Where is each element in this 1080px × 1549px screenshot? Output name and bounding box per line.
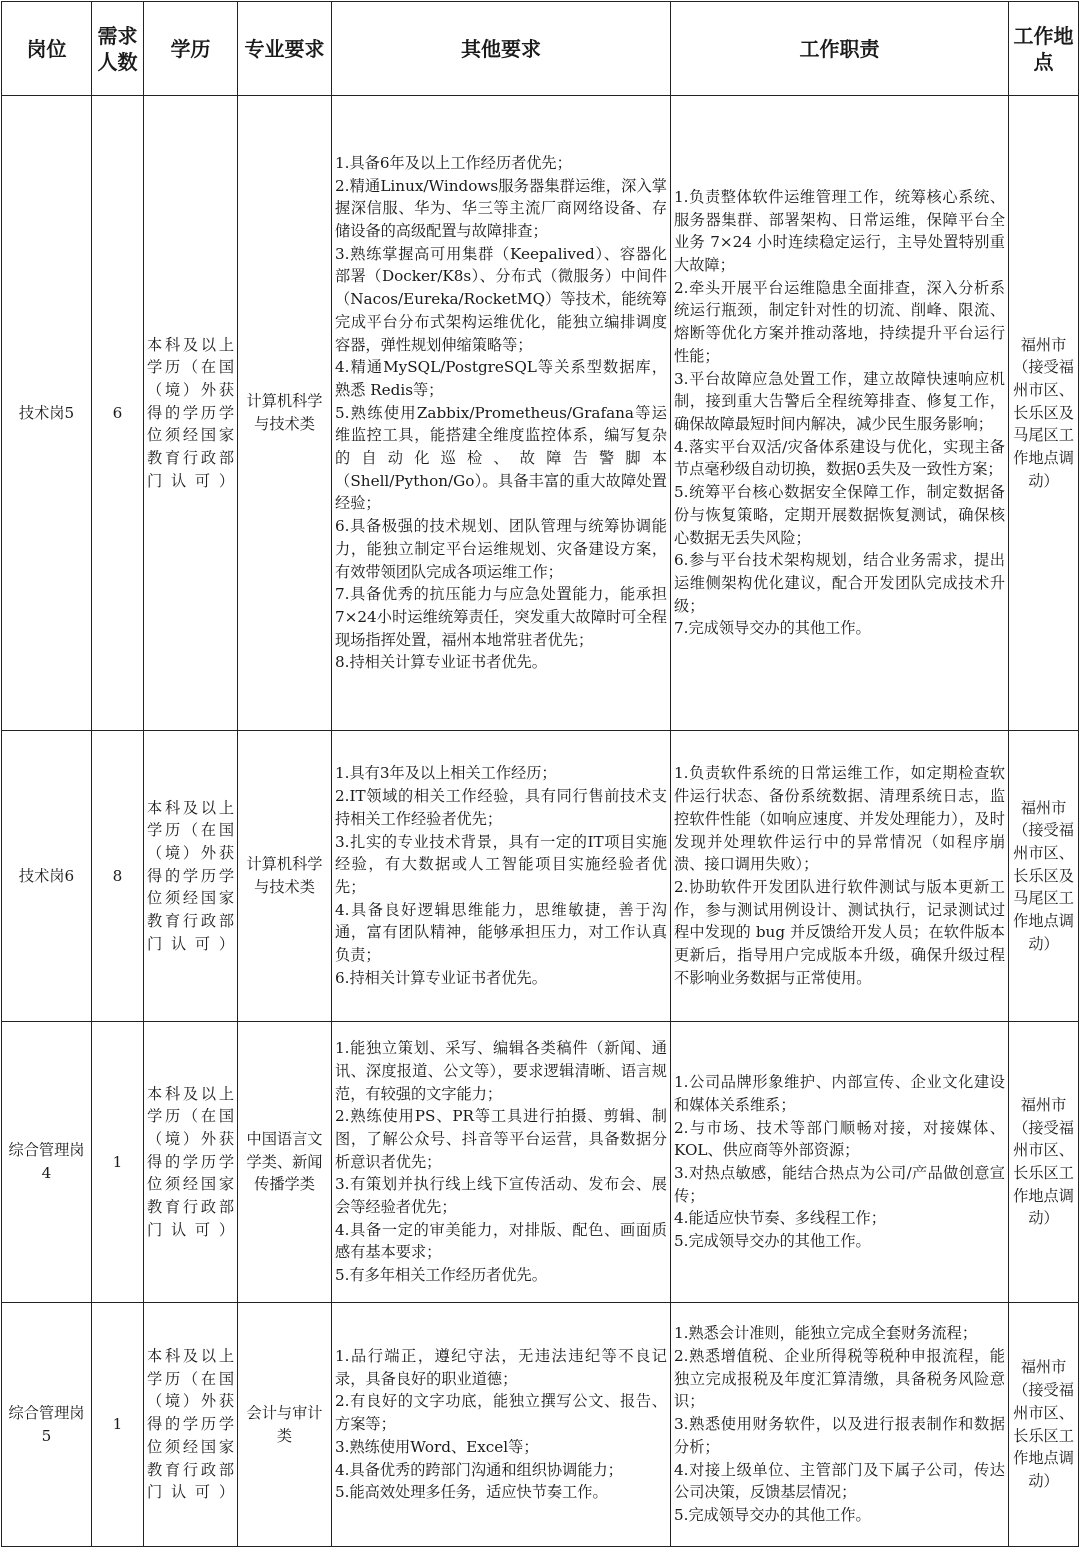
list-item: 4.具备优秀的跨部门沟通和组织协调能力； (335, 1460, 623, 1479)
list-item: 4.对接上级单位、主管部门及下属子公司，传达公司决策，反馈基层情况； (674, 1460, 1005, 1502)
header-major: 专业要求 (238, 2, 332, 96)
cell-position: 综合管理岗4 (2, 1022, 92, 1303)
list-item: 6.参与平台技术架构规划，结合业务需求，提出运维侧架构优化建议，配合开发团队完成技术升级； (674, 551, 1005, 615)
cell-education: 本科及以上学历（在国（境）外获得的学历学位须经国家教育行政部门认可） (144, 1303, 238, 1547)
table-row (2, 96, 1079, 731)
list-item: 1.品行端正，遵纪守法，无违法违纪等不良记录，具备良好的职业道德； (335, 1347, 667, 1388)
cell-location: 福州市（接受福州市区、长乐区及马尾区工作地点调动） (1009, 731, 1079, 1022)
cell-duties (671, 1303, 1009, 1547)
list-item: 6.具备极强的技术规划、团队管理与统筹协调能力，能独立制定平台运维规划、灾备建设方案，有效带领团队完成各项运维工作； (335, 517, 667, 581)
cell-duties (671, 731, 1009, 1022)
table-row (2, 1022, 1079, 1303)
cell-location: 福州市（接受福州市区、长乐区工作地点调动） (1009, 1303, 1079, 1547)
list-item: 1.负责软件系统的日常运维工作，如定期检查软件运行状态、备份系统数据、清理系统日志，监控软件性能（如响应速度、并发处理能力），及时发现并处理软件运行中的异常情况（如程序崩溃、接口调用失败）； (674, 764, 1005, 874)
cell-position: 技术岗6 (2, 731, 92, 1022)
list-item: 7.完成领导交办的其他工作。 (674, 619, 871, 638)
cell-other-requirements (332, 1303, 671, 1547)
list-item: 5.熟练使用Zabbix/Prometheus/Grafana等运维监控工具，能搭建全维度监控体系，编写复杂的自动化巡检、故障告警脚本（Shell/Python/Go）。具备丰富的重大故障处置经验； (335, 403, 667, 513)
cell-education: 本科及以上学历（在国（境）外获得的学历学位须经国家教育行政部门认可） (144, 1022, 238, 1303)
list-item: 4.能适应快节奏、多线程工作； (674, 1209, 886, 1228)
list-item: 6.持相关计算专业证书者优先。 (335, 968, 547, 987)
cell-duties (671, 1022, 1009, 1303)
list-item: 1.公司品牌形象维护、内部宣传、企业文化建设和媒体关系维系； (674, 1073, 1005, 1114)
cell-major: 会计与审计类 (238, 1303, 332, 1547)
list-item: 5.能高效处理多任务，适应快节奏工作。 (335, 1483, 608, 1502)
list-item: 1.熟悉会计准则，能独立完成全套财务流程； (674, 1324, 978, 1343)
cell-count: 1 (92, 1022, 144, 1303)
cell-other-requirements (332, 1022, 671, 1303)
list-item: 2.精通Linux/Windows服务器集群运维，深入掌握深信服、华为、华三等主流厂商网络设备、存储设备的高级配置与故障排查； (335, 176, 667, 241)
table-row (2, 731, 1079, 1022)
list-item: 2.熟悉增值税、企业所得税等税种申报流程，能独立完成报税及年度汇算清缴，具备税务风险意识； (674, 1347, 1005, 1411)
list-item: 1.具备6年及以上工作经历者优先； (335, 153, 572, 172)
cell-major: 计算机科学与技术类 (238, 96, 332, 731)
cell-other-requirements (332, 731, 671, 1022)
cell-location: 福州市（接受福州市区、长乐区工作地点调动） (1009, 1022, 1079, 1303)
list-item: 5.统筹平台核心数据安全保障工作，制定数据备份与恢复策略，定期开展数据恢复测试，确保核心数据无丢失风险； (674, 483, 1005, 547)
list-item: 2.牵头开展平台运维隐患全面排查，深入分析系统运行瓶颈，制定针对性的切流、削峰、限流、熔断等优化方案并推动落地，持续提升平台运行性能； (674, 278, 1005, 365)
header-row (2, 2, 1079, 96)
cell-count: 1 (92, 1303, 144, 1547)
list-item: 4.具备一定的审美能力，对排版、配色、画面质感有基本要求； (335, 1220, 667, 1262)
cell-duties (671, 96, 1009, 731)
cell-education: 本科及以上学历（在国（境）外获得的学历学位须经国家教育行政部门认可） (144, 731, 238, 1022)
list-item: 1.能独立策划、采写、编辑各类稿件（新闻、通讯、深度报道、公文等），要求逻辑清晰、语言规范，有较强的文字能力； (335, 1039, 667, 1103)
list-item: 2.协助软件开发团队进行软件测试与版本更新工作，参与测试用例设计、测试执行，记录测试过程中发现的 bug 并反馈给开发人员；在软件版本更新后，指导用户完成版本升级，确保升级过程不影响业务数据与正常使用。 (674, 878, 1005, 987)
header-position: 岗位 (2, 2, 92, 96)
list-item: 3.熟练掌握高可用集群（Keepalived）、容器化部署（Docker/K8s）、分布式（微服务）中间件（Nacos/Eureka/RocketMQ）等技术，能统筹完成平台分布式架构运维优化，能独立编排调度容器，弹性规划伸缩策略等； (335, 244, 667, 354)
list-item: 8.持相关计算专业证书者优先。 (335, 653, 547, 672)
cell-position: 综合管理岗5 (2, 1303, 92, 1547)
list-item: 1.负责整体软件运维管理工作，统筹核心系统、服务器集群、部署架构、日常运维，保障平台全业务 7×24 小时连续稳定运行，主导处置特别重大故障； (674, 187, 1005, 275)
list-item: 3.熟练使用Word、Excel等； (335, 1437, 539, 1456)
header-duties: 工作职责 (671, 2, 1009, 96)
list-item: 4.具备良好逻辑思维能力，思维敏捷，善于沟通，富有团队精神，能够承担压力，对工作认真负责； (335, 900, 667, 965)
list-item: 3.对热点敏感，能结合热点为公司/产品做创意宣传； (674, 1164, 1005, 1205)
recruitment-table (1, 1, 1079, 1547)
cell-education: 本科及以上学历（在国（境）外获得的学历学位须经国家教育行政部门认可） (144, 96, 238, 731)
header-education: 学历 (144, 2, 238, 96)
table-row (2, 1303, 1079, 1547)
list-item: 5.完成领导交办的其他工作。 (674, 1505, 871, 1524)
list-item: 5.有多年相关工作经历者优先。 (335, 1266, 547, 1285)
list-item: 3.扎实的专业技术背景，具有一定的IT项目实施经验，有大数据或人工智能项目实施经验者优先； (335, 832, 667, 896)
cell-position: 技术岗5 (2, 96, 92, 731)
list-item: 3.熟悉使用财务软件，以及进行报表制作和数据分析； (674, 1415, 1005, 1456)
list-item: 7.具备优秀的抗压能力与应急处置能力，能承担 7×24小时运维统筹责任，突发重大故障时可全程现场指挥处置，福州本地常驻者优先； (335, 585, 667, 649)
header-count: 需求人数 (92, 2, 144, 96)
cell-count: 8 (92, 731, 144, 1022)
list-item: 5.完成领导交办的其他工作。 (674, 1232, 871, 1251)
list-item: 3.有策划并执行线上线下宣传活动、发布会、展会等经验者优先； (335, 1175, 667, 1217)
cell-major: 中国语言文学类、新闻传播学类 (238, 1022, 332, 1303)
cell-location: 福州市（接受福州市区、长乐区及马尾区工作地点调动） (1009, 96, 1079, 731)
list-item: 2.与市场、技术等部门顺畅对接，对接媒体、KOL、供应商等外部资源； (674, 1118, 1005, 1160)
list-item: 2.有良好的文字功底，能独立撰写公文、报告、方案等； (335, 1392, 667, 1434)
list-item: 3.平台故障应急处置工作，建立故障快速响应机制，接到重大告警后全程统筹排查、修复工作，确保故障最短时间内解决，减少民生服务影响； (674, 369, 1005, 433)
list-item: 4.落实平台双活/灾备体系建设与优化，实现主备节点毫秒级自动切换，数据0丢失及一致性方案； (674, 437, 1005, 479)
cell-other-requirements (332, 96, 671, 731)
list-item: 1.具有3年及以上相关工作经历； (335, 764, 557, 783)
header-other-requirements: 其他要求 (332, 2, 671, 96)
cell-count: 6 (92, 96, 144, 731)
cell-major: 计算机科学与技术类 (238, 731, 332, 1022)
header-location: 工作地点 (1009, 2, 1079, 96)
list-item: 2.熟练使用PS、PR等工具进行拍摄、剪辑、制图，了解公众号、抖音等平台运营，具备数据分析意识者优先； (335, 1107, 667, 1171)
list-item: 4.精通MySQL/PostgreSQL等关系型数据库，熟悉 Redis等； (335, 358, 667, 399)
list-item: 2.IT领域的相关工作经验，具有同行售前技术支持相关工作经验者优先； (335, 787, 667, 828)
